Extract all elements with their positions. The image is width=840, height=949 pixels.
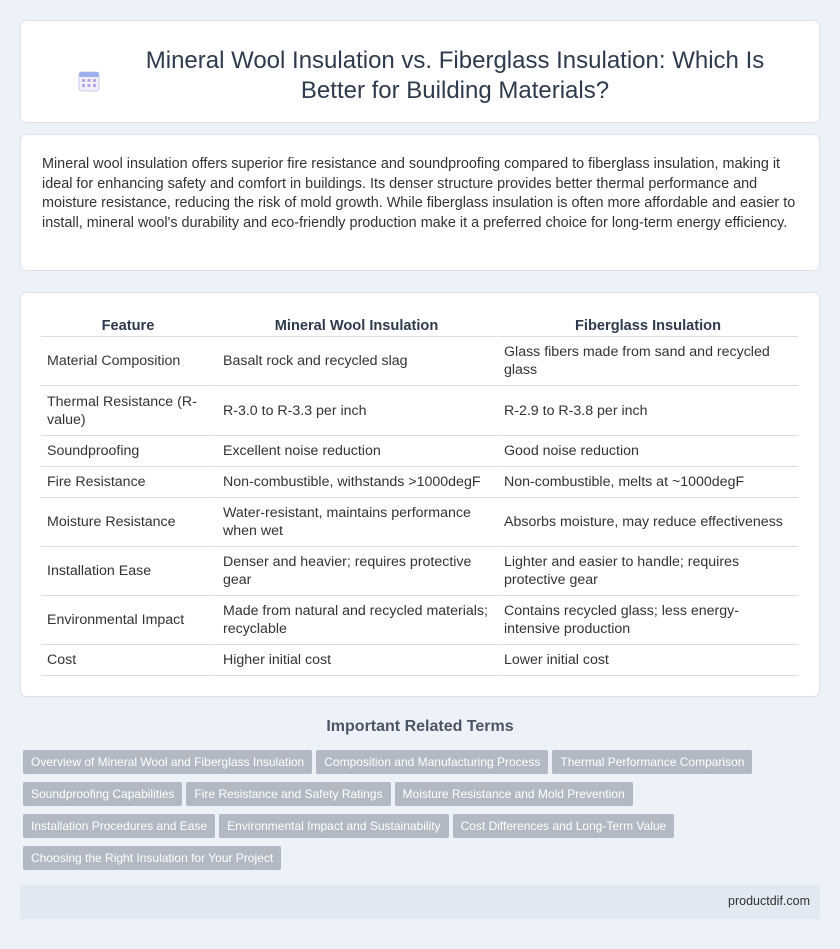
header-mineral-wool: Mineral Wool Insulation xyxy=(215,315,496,337)
table-cell-feature: Moisture Resistance xyxy=(41,498,215,547)
table-cell-feature: Cost xyxy=(41,645,215,676)
related-term-tag[interactable]: Cost Differences and Long-Term Value xyxy=(453,814,675,838)
related-terms-heading: Important Related Terms xyxy=(326,718,514,735)
calendar-grid-icon xyxy=(78,70,100,92)
table-cell-fiberglass: Lower initial cost xyxy=(496,645,798,676)
related-term-tag[interactable]: Moisture Resistance and Mold Prevention xyxy=(395,782,633,806)
table-row xyxy=(41,547,798,596)
footer xyxy=(20,885,820,919)
header-fiberglass: Fiberglass Insulation xyxy=(496,315,798,337)
table-cell-fiberglass: Non-combustible, melts at ~1000degF xyxy=(496,467,798,498)
related-term-tag[interactable]: Thermal Performance Comparison xyxy=(552,750,752,774)
table-row xyxy=(41,436,798,467)
table-cell-fiberglass: Lighter and easier to handle; requires protective gear xyxy=(496,547,798,596)
table-cell-mineral-wool: Non-combustible, withstands >1000degF xyxy=(215,467,496,498)
table-cell-feature: Environmental Impact xyxy=(41,596,215,645)
table-cell-feature: Thermal Resistance (R-value) xyxy=(41,386,215,436)
table-cell-mineral-wool: Higher initial cost xyxy=(215,645,496,676)
table-cell-fiberglass: Glass fibers made from sand and recycled glass xyxy=(496,337,798,386)
related-term-tag[interactable]: Overview of Mineral Wool and Fiberglass Insulation xyxy=(23,750,312,774)
related-term-tag[interactable]: Environmental Impact and Sustainability xyxy=(219,814,448,838)
table-header-row xyxy=(41,315,798,337)
related-term-tag[interactable]: Composition and Manufacturing Process xyxy=(316,750,548,774)
intro-card xyxy=(20,134,820,271)
table-row xyxy=(41,596,798,645)
table-cell-feature: Material Composition xyxy=(41,337,215,386)
table-cell-feature: Soundproofing xyxy=(41,436,215,467)
table-cell-mineral-wool: Excellent noise reduction xyxy=(215,436,496,467)
comparison-table xyxy=(41,315,798,676)
related-term-tag[interactable]: Soundproofing Capabilities xyxy=(23,782,182,806)
intro-paragraph: Mineral wool insulation offers superior fire resistance and soundproofing compared to fiberglass insulation, making it ideal for enhancing safety and comfort in buildings. Its denser structure provides better thermal performance and moisture resistance, reducing the risk of mold growth. While fiberglass insulation is often more affordable and easier to install, mineral wool's durability and eco-friendly production make it a preferred choice for long-term energy efficiency. xyxy=(42,156,796,231)
table-cell-feature: Fire Resistance xyxy=(41,467,215,498)
table-cell-fiberglass: Contains recycled glass; less energy-intensive production xyxy=(496,596,798,645)
table-cell-mineral-wool: R-3.0 to R-3.3 per inch xyxy=(215,386,496,436)
table-cell-mineral-wool: Basalt rock and recycled slag xyxy=(215,337,496,386)
table-row xyxy=(41,645,798,676)
table-cell-fiberglass: Absorbs moisture, may reduce effectiveness xyxy=(496,498,798,547)
table-row xyxy=(41,337,798,386)
table-cell-fiberglass: Good noise reduction xyxy=(496,436,798,467)
table-row xyxy=(41,386,798,436)
comparison-card xyxy=(20,292,820,697)
related-term-tag[interactable]: Choosing the Right Insulation for Your Project xyxy=(23,846,281,870)
table-cell-mineral-wool: Denser and heavier; requires protective gear xyxy=(215,547,496,596)
table-cell-mineral-wool: Made from natural and recycled materials; recyclable xyxy=(215,596,496,645)
title-card xyxy=(20,20,820,123)
table-cell-fiberglass: R-2.9 to R-3.8 per inch xyxy=(496,386,798,436)
table-cell-mineral-wool: Water-resistant, maintains performance when wet xyxy=(215,498,496,547)
table-cell-feature: Installation Ease xyxy=(41,547,215,596)
footer-site-link[interactable]: productdif.com xyxy=(728,894,810,908)
related-term-tag[interactable]: Fire Resistance and Safety Ratings xyxy=(186,782,390,806)
table-row xyxy=(41,467,798,498)
page-title: Mineral Wool Insulation vs. Fiberglass Insulation: Which Is Better for Building Materials? xyxy=(145,47,765,104)
related-terms-list xyxy=(23,750,813,878)
header-feature: Feature xyxy=(41,315,215,337)
related-term-tag[interactable]: Installation Procedures and Ease xyxy=(23,814,215,838)
table-row xyxy=(41,498,798,547)
